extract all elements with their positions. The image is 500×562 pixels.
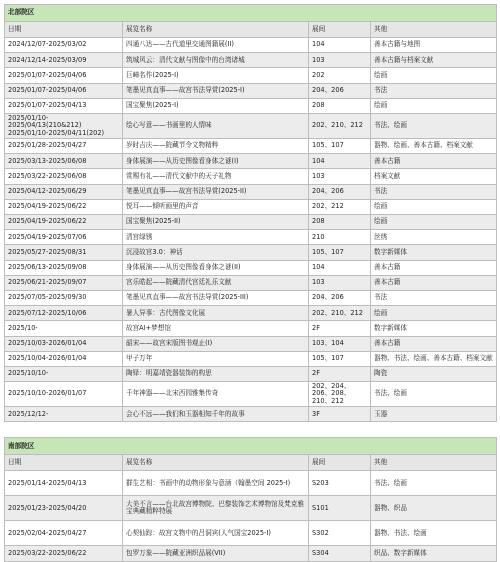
table-row <box>5 199 497 214</box>
cell-room: 204、206 <box>309 290 371 305</box>
cell-exhibition-name: 大美不言——台北故宫博物院、巴黎装饰艺术博物馆及梵克雅宝典藏精粹特展 <box>123 496 309 521</box>
table-row <box>5 496 497 521</box>
cell-category: 绘画 <box>371 68 497 83</box>
table-row <box>5 98 497 113</box>
cell-exhibition-name: 巨嶂名作(2025-I) <box>123 68 309 83</box>
cell-date: 2025/02/04-2025/04/27 <box>5 521 123 546</box>
column-header-room: 展间 <box>309 22 371 38</box>
table-row <box>5 321 497 336</box>
cell-room: 103 <box>309 275 371 290</box>
cell-date: 2025/01/07-2025/04/06 <box>5 83 123 98</box>
cell-exhibition-name: 韶宋——故宫宋版图书观止(I) <box>123 336 309 351</box>
cell-date: 2025/10- <box>5 321 123 336</box>
cell-exhibition-name: 悦耳——倾听画里的声音 <box>123 199 309 214</box>
cell-date: 2025/03/22-2025/06/22 <box>5 546 123 561</box>
cell-category: 善本古籍 <box>371 275 497 290</box>
cell-room: 208 <box>309 98 371 113</box>
cell-date: 2025/04/19-2025/06/22 <box>5 199 123 214</box>
cell-room: 208 <box>309 215 371 230</box>
cell-room: S304 <box>309 546 371 561</box>
table-row <box>5 366 497 381</box>
table-row <box>5 336 497 351</box>
table-row <box>5 154 497 169</box>
cell-exhibition-name: 赏赐有礼——清代文献中的天子礼物 <box>123 169 309 184</box>
cell-exhibition-name: 千年神器——北宋西园雅集传奇 <box>123 382 309 407</box>
table-row <box>5 407 497 422</box>
cell-room: 202、210、212 <box>309 306 371 321</box>
cell-date: 2025/01/14-2025/04/13 <box>5 471 123 496</box>
cell-date: 2025/06/21-2025/09/07 <box>5 275 123 290</box>
cell-category: 器物、书法、绘画 <box>371 521 497 546</box>
cell-date: 2025/10/04-2026/01/04 <box>5 351 123 366</box>
cell-exhibition-name: 身体展演——从历史图像看身体之谜(I) <box>123 154 309 169</box>
cell-room: 204、206 <box>309 184 371 199</box>
cell-category: 陶瓷 <box>371 366 497 381</box>
cell-date: 2025/06/13-2025/09/08 <box>5 260 123 275</box>
table-row <box>5 83 497 98</box>
cell-date: 2025/03/22-2025/06/08 <box>5 169 123 184</box>
cell-exhibition-name: 筑城风云：清代文献与图像中的台湾诸城 <box>123 53 309 68</box>
cell-room: 105、107 <box>309 351 371 366</box>
cell-room: 3F <box>309 407 371 422</box>
cell-category: 善本古籍 <box>371 154 497 169</box>
cell-category: 书法、绘画 <box>371 113 497 138</box>
cell-room: 202、212 <box>309 199 371 214</box>
cell-room: 202、204、206、208、210、212 <box>309 382 371 407</box>
column-header-name: 展览名称 <box>123 22 309 38</box>
cell-room: 104 <box>309 154 371 169</box>
table-row <box>5 53 497 68</box>
table-row <box>5 245 497 260</box>
cell-category: 玉器 <box>371 407 497 422</box>
north-branch-table <box>4 4 497 422</box>
table-row <box>5 521 497 546</box>
column-header-room: 展间 <box>309 455 371 471</box>
cell-category: 书法、绘画 <box>371 471 497 496</box>
cell-room: 103、104 <box>309 336 371 351</box>
section-title: 北部院区 <box>5 5 497 22</box>
cell-category: 数字新媒体 <box>371 321 497 336</box>
cell-date: 2025/10/03-2026/01/04 <box>5 336 123 351</box>
cell-exhibition-name: 陶铎：明嘉靖瓷器装饰的构思 <box>123 366 309 381</box>
cell-date: 2025/01/28-2025/04/27 <box>5 139 123 154</box>
table-header-row <box>5 455 497 471</box>
cell-room: 2F <box>309 366 371 381</box>
cell-room: S302 <box>309 521 371 546</box>
cell-category: 绘画 <box>371 215 497 230</box>
cell-exhibition-name: 国宝聚焦(2025-II) <box>123 215 309 230</box>
cell-exhibition-name: 宫乐皓起——院藏清代宫廷礼乐文献 <box>123 275 309 290</box>
cell-category: 善本古籍与地图 <box>371 38 497 53</box>
cell-date: 2024/12/14-2025/03/09 <box>5 53 123 68</box>
cell-category: 善本古籍与档案文献 <box>371 53 497 68</box>
cell-room: 104 <box>309 38 371 53</box>
cell-exhibition-name: 群生艺相：书画中的动物形象与意涵（翰墨空间 2025-I) <box>123 471 309 496</box>
cell-room: 103 <box>309 169 371 184</box>
table-row <box>5 68 497 83</box>
table-header-row <box>5 22 497 38</box>
cell-exhibition-name: 清宫绿锈 <box>123 230 309 245</box>
cell-date: 2025/04/19-2025/07/06 <box>5 230 123 245</box>
cell-category: 善本古籍 <box>371 336 497 351</box>
cell-room: 2F <box>309 321 371 336</box>
cell-date: 2025/07/12-2025/10/06 <box>5 306 123 321</box>
cell-category: 档案文献 <box>371 169 497 184</box>
cell-exhibition-name: 笔墨见真直事——故宫书法导赏(2025-I) <box>123 83 309 98</box>
cell-date: 2025/04/19-2025/06/22 <box>5 215 123 230</box>
table-row <box>5 169 497 184</box>
cell-date: 2025/04/12-2025/06/29 <box>5 184 123 199</box>
table-row <box>5 139 497 154</box>
cell-category: 器物、绘画、善本古籍、档案文献 <box>371 139 497 154</box>
cell-room: 210 <box>309 230 371 245</box>
south-branch-table <box>4 437 497 561</box>
cell-exhibition-name: 故宫AI+梦想馆 <box>123 321 309 336</box>
cell-exhibition-name: 国宝聚焦(2025-I) <box>123 98 309 113</box>
cell-date: 2025/01/23-2025/04/20 <box>5 496 123 521</box>
cell-room: 204、206 <box>309 83 371 98</box>
cell-category: 器物、书法、绘画、善本古籍、档案文献 <box>371 351 497 366</box>
table-row <box>5 184 497 199</box>
table-row <box>5 260 497 275</box>
cell-category: 书法 <box>371 83 497 98</box>
cell-room: 103 <box>309 53 371 68</box>
cell-date: 2025/10/10- <box>5 366 123 381</box>
cell-category: 善本古籍 <box>371 260 497 275</box>
cell-date: 2025/01/07-2025/04/13 <box>5 98 123 113</box>
table-row <box>5 306 497 321</box>
column-header-name: 展览名称 <box>123 455 309 471</box>
table-row <box>5 38 497 53</box>
cell-category: 绘画 <box>371 306 497 321</box>
column-header-other: 其他 <box>371 22 497 38</box>
table-row <box>5 382 497 407</box>
cell-date: 2025/07/05-2025/09/30 <box>5 290 123 305</box>
cell-room: S203 <box>309 471 371 496</box>
cell-exhibition-name: 包罗万象——院藏亚洲织品展(VII) <box>123 546 309 561</box>
cell-date: 2025/01/10-2025/04/13(210&212) 2025/01/10-2025/04/11(202) <box>5 113 123 138</box>
table-row <box>5 275 497 290</box>
cell-room: 105、107 <box>309 245 371 260</box>
cell-exhibition-name: 沉浸故宫3.0：神话 <box>123 245 309 260</box>
cell-room: 105、107 <box>309 139 371 154</box>
cell-exhibition-name: 绘心写意——书画里的人情味 <box>123 113 309 138</box>
cell-room: 202、210、212 <box>309 113 371 138</box>
cell-date: 2025/05/27-2025/08/31 <box>5 245 123 260</box>
cell-category: 绘画 <box>371 199 497 214</box>
table-row <box>5 215 497 230</box>
cell-category: 器物、织品 <box>371 496 497 521</box>
cell-room: 202 <box>309 68 371 83</box>
cell-date: 2025/10/10-2026/01/07 <box>5 382 123 407</box>
cell-category: 绘画 <box>371 98 497 113</box>
cell-room: S101 <box>309 496 371 521</box>
cell-category: 书法 <box>371 184 497 199</box>
cell-date: 2024/12/07-2025/03/02 <box>5 38 123 53</box>
table-row <box>5 471 497 496</box>
table-row <box>5 546 497 561</box>
section-gap <box>4 422 496 437</box>
column-header-other: 其他 <box>371 455 497 471</box>
cell-exhibition-name: 岁时吉庆——院藏节令文物精粹 <box>123 139 309 154</box>
cell-exhibition-name: 甲子万年 <box>123 351 309 366</box>
cell-exhibition-name: 笔墨见真直事——故宫书法导赏(2025-III) <box>123 290 309 305</box>
table-row <box>5 113 497 138</box>
cell-exhibition-name: 心契仙踪：故宫文物中的吕洞宾(人气国宝2025-I) <box>123 521 309 546</box>
cell-room: 104 <box>309 260 371 275</box>
cell-exhibition-name: 暑人异事：古代图像文化展 <box>123 306 309 321</box>
cell-category: 丝绣 <box>371 230 497 245</box>
column-header-date: 日期 <box>5 455 123 471</box>
cell-date: 2025/01/07-2025/04/06 <box>5 68 123 83</box>
section-title: 南部院区 <box>5 438 497 455</box>
cell-date: 2025/03/13-2025/06/08 <box>5 154 123 169</box>
cell-date: 2025/12/12- <box>5 407 123 422</box>
table-row <box>5 290 497 305</box>
cell-exhibition-name: 身体展演——从历史图像看身体之谜(II) <box>123 260 309 275</box>
column-header-date: 日期 <box>5 22 123 38</box>
cell-exhibition-name: 会心不远——我们和玉器相知千年的故事 <box>123 407 309 422</box>
cell-exhibition-name: 笔墨见真直事——故宫书法导赏(2025-II) <box>123 184 309 199</box>
cell-category: 书法 <box>371 290 497 305</box>
table-row <box>5 351 497 366</box>
table-row <box>5 230 497 245</box>
cell-category: 织品、数字新媒体 <box>371 546 497 561</box>
cell-category: 数字新媒体 <box>371 245 497 260</box>
cell-exhibition-name: 四通八达——古代道里交通图籍展(II) <box>123 38 309 53</box>
cell-category: 书法、绘画 <box>371 382 497 407</box>
